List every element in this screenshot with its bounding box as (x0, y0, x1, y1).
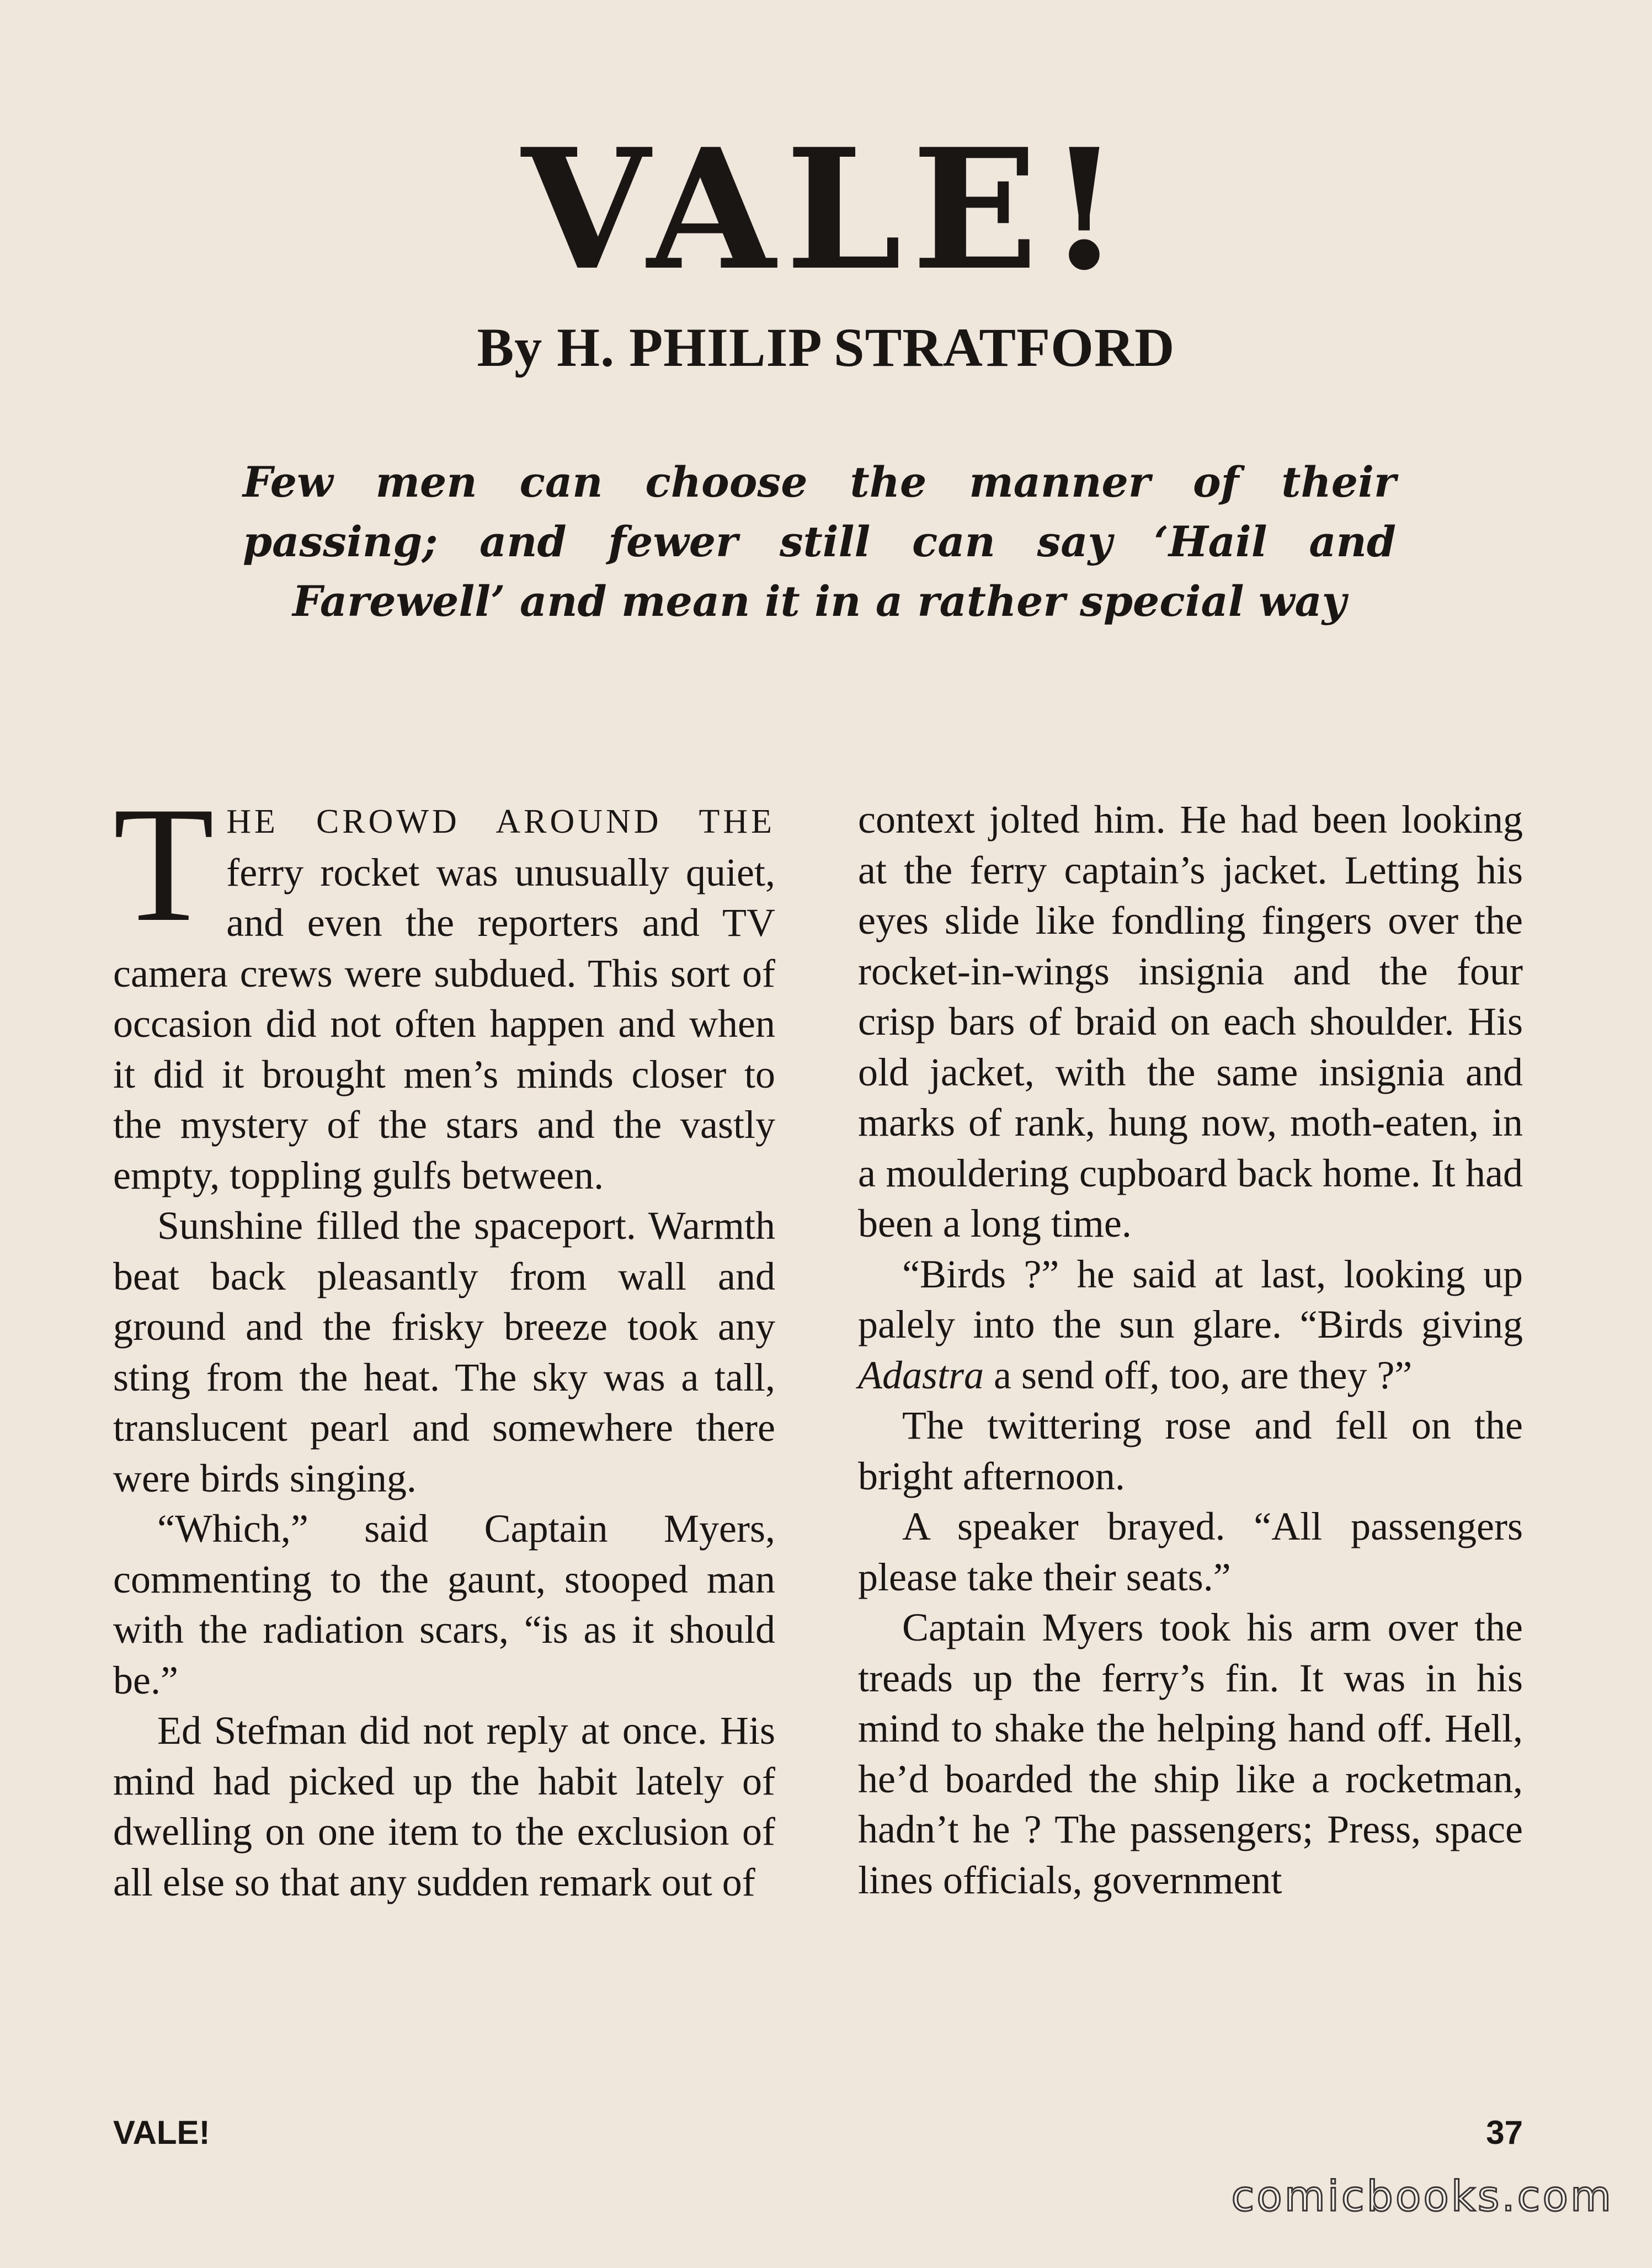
watermark: comicbooks.com (1231, 2171, 1613, 2221)
paragraph: Sunshine filled the spaceport. Warmth beat back pleasantly from wall and ground and the frisky breeze took any sting from the heat. The sky was a tall, translucent pearl and somewhere there were birds singing. (113, 1204, 775, 1500)
page-number: 37 (1486, 2114, 1523, 2151)
opening-paragraph (113, 773, 775, 1201)
paragraph-text: a send off, too, are they ?” (984, 1353, 1413, 1397)
running-title: VALE! (113, 2114, 210, 2151)
byline: By H. PHILIP STRATFORD (477, 317, 1175, 378)
left-column (113, 773, 775, 1908)
paragraph: “Which,” said Captain Myers, commenting to the gaunt, stooped man with the radiation scars, “is as it should be.” (113, 1506, 775, 1702)
paragraph: A speaker brayed. “All passengers please take their seats.” (858, 1504, 1523, 1599)
paragraph: Captain Myers took his arm over the treads up the ferry’s fin. It was in his mind to shake the helping hand off. Hell, he’d boarded the ship like a rocketman, hadn’t he ? The passengers; Press, space lines officials, government (858, 1605, 1523, 1902)
paragraph: The twittering rose and fell on the bright afternoon. (858, 1403, 1523, 1498)
paragraph-text: ferry rocket was unusually quiet, and even the reporters and TV camera crews were subdued. This sort of occasion did not often happen and when it did it brought men’s minds closer to the mystery of the stars and the vastly empty, toppling gulfs between. (113, 850, 775, 1197)
drop-cap: T (113, 773, 215, 956)
ship-name: Adastra (858, 1353, 984, 1397)
story-blurb: Few men can choose the manner of their passing; and fewer still can say ‘Hail and Farewell’ and mean it in a rather special way (243, 457, 1396, 626)
right-column (858, 795, 1523, 1905)
paragraph-text: “Birds ?” he said at last, looking up palely into the sun glare. “Birds giving (858, 1252, 1523, 1346)
paragraph (858, 1249, 1523, 1401)
story-title: VALE! (521, 112, 1131, 307)
continued-paragraph: context jolted him. He had been looking at the ferry captain’s jacket. Letting his eyes slide like fondling fingers over the rocket-in-wings insignia and the four crisp bars of braid on each shoulder. His old jacket, with the same insignia and marks of rank, hung now, moth-eaten, in a mouldering cupboard back home. It had been a long time. (858, 797, 1523, 1245)
opening-smallcaps: HE CROWD AROUND THE (226, 803, 775, 840)
paragraph: Ed Stefman did not reply at once. His mind had picked up the habit lately of dwelling on one item to the exclusion of all else so that any sudden remark out of (113, 1708, 775, 1904)
